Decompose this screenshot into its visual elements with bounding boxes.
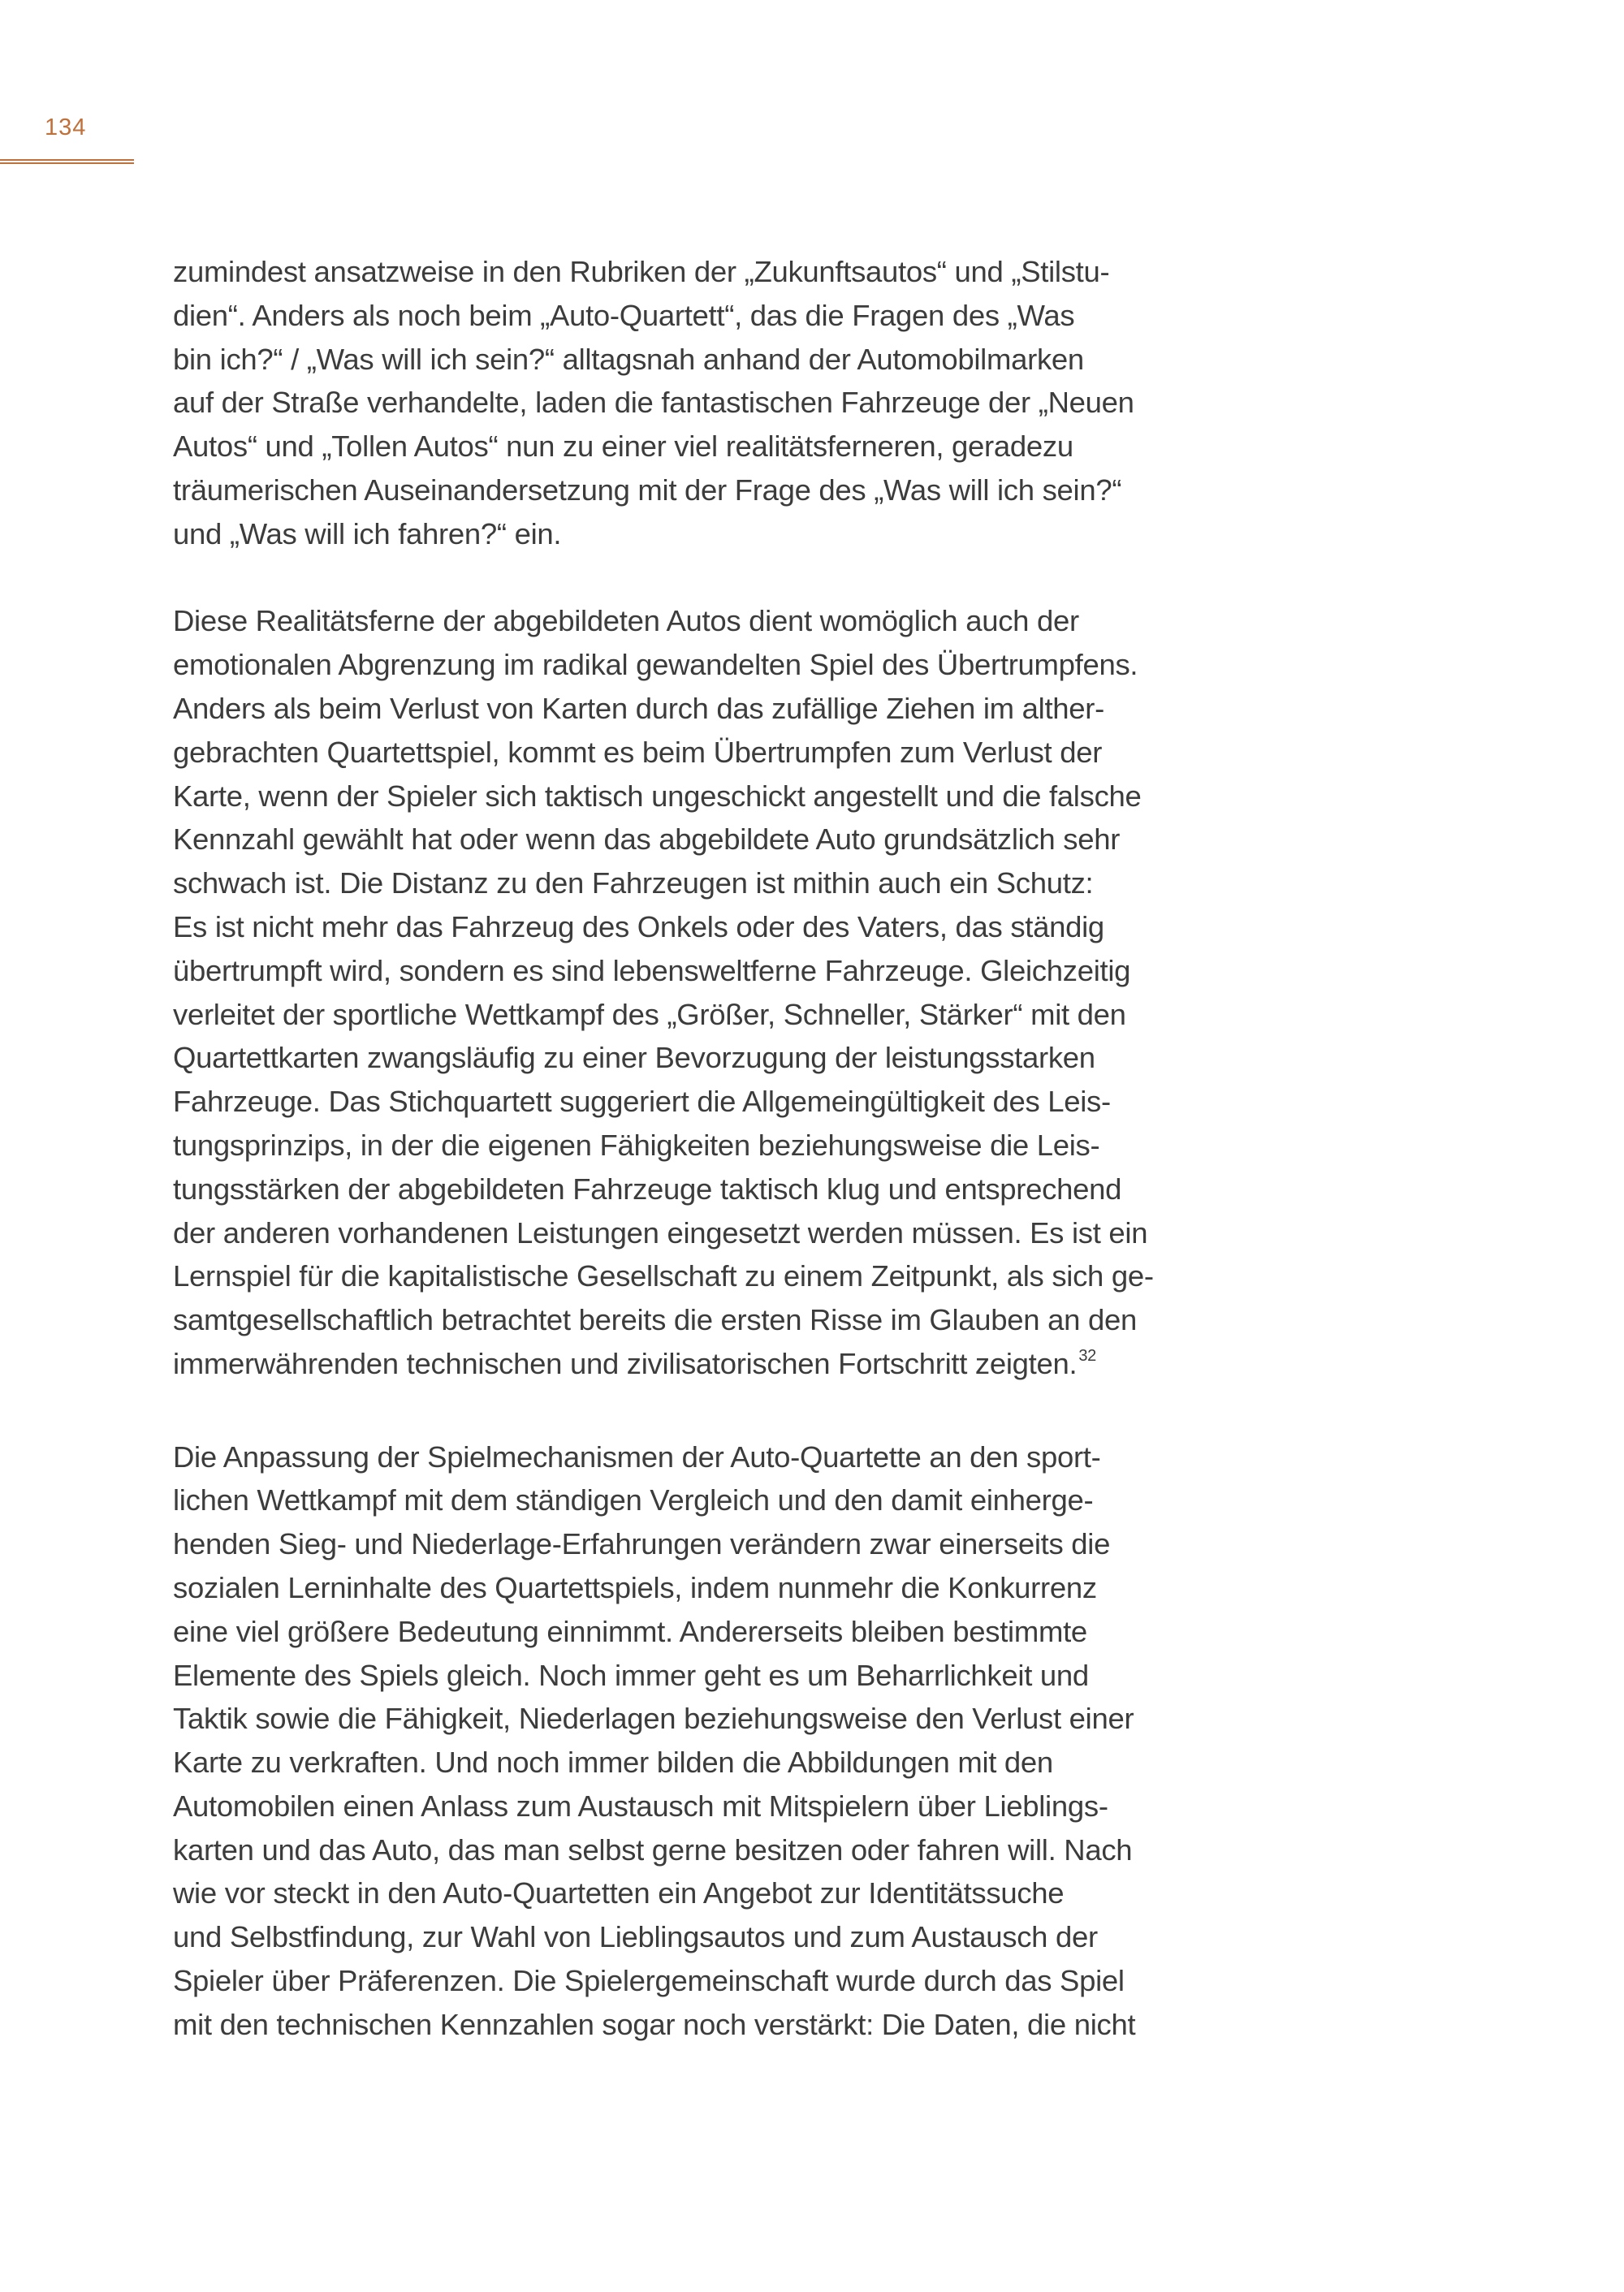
text-line: tungsprinzips, in der die eigenen Fähigkeiten beziehungsweise die Leis- [173, 1128, 1100, 1162]
text-line: Spieler über Präferenzen. Die Spielergemeinschaft wurde durch das Spiel [173, 1964, 1125, 1998]
text-line: und „Was will ich fahren?“ ein. [173, 516, 562, 550]
text-line: henden Sieg- und Niederlage-Erfahrungen verändern zwar einerseits die [173, 1527, 1111, 1561]
text-line: Diese Realitätsferne der abgebildeten Autos dient womöglich auch der [173, 604, 1079, 638]
text-line: Kennzahl gewählt hat oder wenn das abgebildete Auto grundsätzlich sehr [173, 822, 1121, 857]
paragraph-2 [173, 599, 1277, 1391]
page-number: 134 [45, 114, 87, 140]
text-line: gebrachten Quartettspiel, kommt es beim Übertrumpfen zum Verlust der [173, 735, 1103, 769]
text-line: karten und das Auto, das man selbst gerne besitzen oder fahren will. Nach [173, 1832, 1133, 1867]
text-line: verleitet der sportliche Wettkampf des „Größer, Schneller, Stärker“ mit den [173, 997, 1126, 1031]
footnote-reference[interactable]: 32 [1078, 1346, 1097, 1365]
paragraph-1 [173, 250, 1277, 556]
text-line: zumindest ansatzweise in den Rubriken der „Zukunftsautos“ und „Stilstu- [173, 255, 1110, 288]
text-line: Karte zu verkraften. Und noch immer bilden die Abbildungen mit den [173, 1746, 1053, 1780]
text-line: emotionalen Abgrenzung im radikal gewandelten Spiel des Übertrumpfens. [173, 648, 1138, 682]
text-line: Anders als beim Verlust von Karten durch das zufällige Ziehen im alther- [173, 691, 1104, 725]
text-line: auf der Straße verhandelte, laden die fantastischen Fahrzeuge der „Neuen [173, 386, 1134, 420]
text-line: bin ich?“ / „Was will ich sein?“ alltagsnah anhand der Automobilmarken [173, 342, 1084, 376]
text-line-with-footnote [173, 1342, 1277, 1392]
text-line: immerwährenden technischen und zivilisatorischen Fortschritt zeigten. [173, 1346, 1078, 1380]
text-line: Quartettkarten zwangsläufig zu einer Bevorzugung der leistungsstarken [173, 1041, 1095, 1075]
text-line: Fahrzeuge. Das Stichquartett suggeriert die Allgemeingültigkeit des Leis- [173, 1085, 1111, 1119]
text-line: Lernspiel für die kapitalistische Gesellschaft zu einem Zeitpunkt, als sich ge- [173, 1259, 1154, 1293]
text-line: der anderen vorhandenen Leistungen eingesetzt werden müssen. Es ist ein [173, 1215, 1148, 1250]
text-line: und Selbstfindung, zur Wahl von Lieblingsautos und zum Austausch der [173, 1920, 1098, 1954]
text-line: dien“. Anders als noch beim „Auto-Quartett“, das die Fragen des „Was [173, 298, 1075, 332]
text-line: Automobilen einen Anlass zum Austausch mit Mitspielern über Lieblings- [173, 1789, 1108, 1823]
header-rule [0, 159, 134, 164]
text-line: Die Anpassung der Spielmechanismen der Auto-Quartette an den sport- [173, 1440, 1101, 1474]
text-line: sozialen Lerninhalte des Quartettspiels, indem nunmehr die Konkurrenz [173, 1570, 1097, 1604]
text-line: übertrumpft wird, sondern es sind lebensweltferne Fahrzeuge. Gleichzeitig [173, 953, 1131, 987]
text-line: träumerischen Auseinandersetzung mit der Frage des „Was will ich sein?“ [173, 473, 1122, 507]
text-line: tungsstärken der abgebildeten Fahrzeuge taktisch klug und entsprechend [173, 1172, 1122, 1206]
text-line: samtgesellschaftlich betrachtet bereits die ersten Risse im Glauben an den [173, 1303, 1137, 1337]
text-line: Elemente des Spiels gleich. Noch immer geht es um Beharrlichkeit und [173, 1658, 1089, 1692]
text-line: mit den technischen Kennzahlen sogar noch verstärkt: Die Daten, die nicht [173, 2007, 1136, 2041]
paragraph-3 [173, 1435, 1277, 2047]
text-line: lichen Wettkampf mit dem ständigen Vergleich und den damit einherge- [173, 1483, 1094, 1517]
text-line: Karte, wenn der Spieler sich taktisch ungeschickt angestellt und die falsche [173, 779, 1142, 813]
text-line: wie vor steckt in den Auto-Quartetten ein Angebot zur Identitätssuche [173, 1876, 1065, 1910]
text-line: Es ist nicht mehr das Fahrzeug des Onkels oder des Vaters, das ständig [173, 909, 1104, 943]
text-line: Taktik sowie die Fähigkeit, Niederlagen beziehungsweise den Verlust einer [173, 1702, 1134, 1736]
text-line: eine viel größere Bedeutung einnimmt. Andererseits bleiben bestimmte [173, 1614, 1087, 1648]
text-line: Autos“ und „Tollen Autos“ nun zu einer viel realitätsferneren, geradezu [173, 429, 1073, 464]
body-text [173, 250, 1277, 2090]
text-line: schwach ist. Die Distanz zu den Fahrzeugen ist mithin auch ein Schutz: [173, 866, 1094, 900]
